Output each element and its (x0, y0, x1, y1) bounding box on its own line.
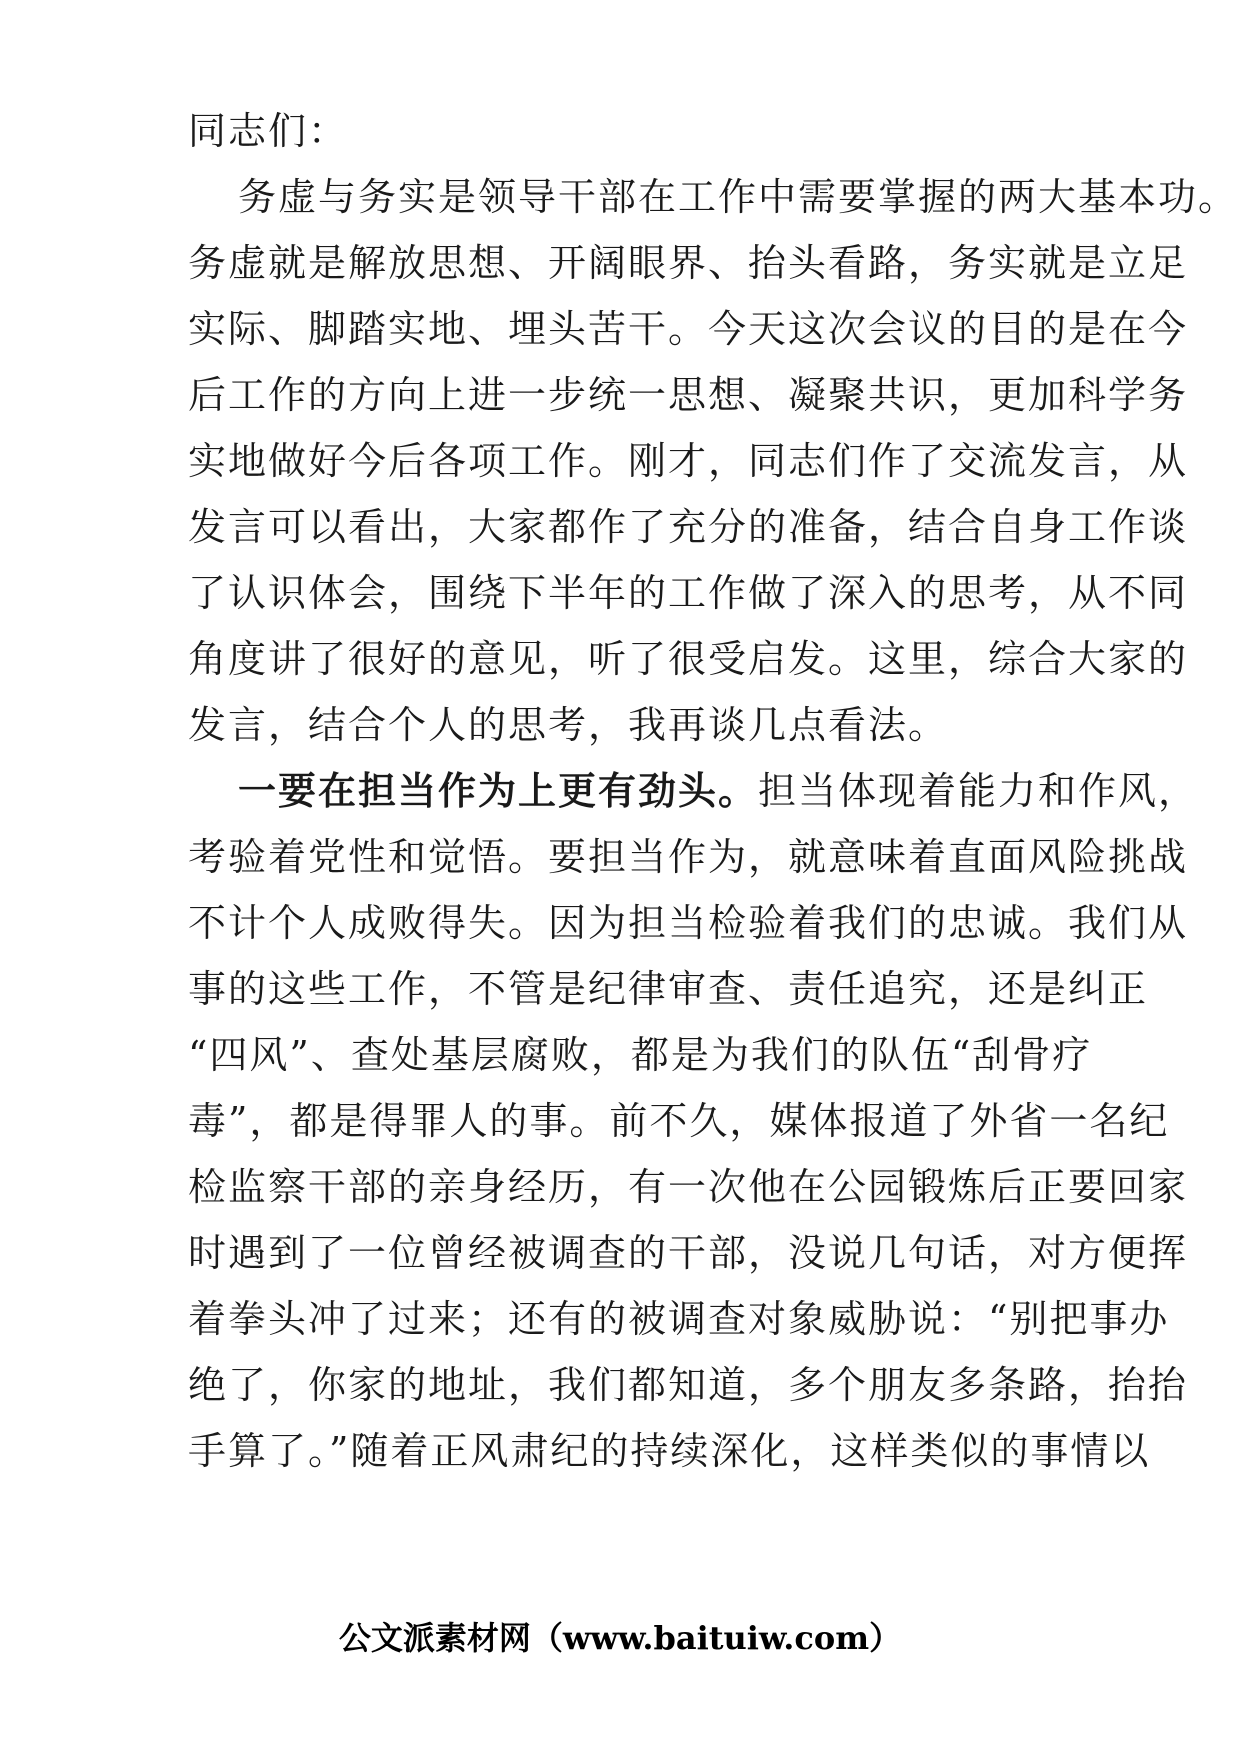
paragraph-line: 时遇到了一位曾经被调查的干部，没说几句话，对方便挥 (188, 1231, 1189, 1275)
paragraph-line: 着拳头冲了过来；还有的被调查对象威胁说：“别把事办 (188, 1297, 1170, 1341)
paragraph-line: 毒”，都是得罪人的事。前不久，媒体报道了外省一名纪 (188, 1099, 1170, 1143)
footer-watermark: 公文派素材网（www.baituiw.com） (338, 1619, 902, 1657)
paragraph-line: 角度讲了很好的意见，听了很受启发。这里，综合大家的 (188, 637, 1189, 681)
section-heading: 一要在担当作为上更有劲头。 (238, 768, 759, 813)
paragraph-line: 了认识体会，围绕下半年的工作做了深入的思考，从不同 (188, 571, 1189, 615)
paragraph-line: 发言可以看出，大家都作了充分的准备，结合自身工作谈 (188, 505, 1189, 549)
paragraph-line: 绝了，你家的地址，我们都知道，多个朋友多条路，抬抬 (188, 1363, 1189, 1407)
paragraph-line: 务虚就是解放思想、开阔眼界、抬头看路，务实就是立足 (188, 241, 1189, 285)
paragraph-line: 事的这些工作，不管是纪律审查、责任追究，还是纠正 (188, 967, 1149, 1011)
paragraph-line: 务虚与务实是领导干部在工作中需要掌握的两大基本功。 (238, 175, 1239, 219)
paragraph-first-line (238, 768, 1199, 813)
paragraph-line-rest: 担当体现着能力和作风， (758, 769, 1199, 813)
paragraph-line: 实际、脚踏实地、埋头苦干。今天这次会议的目的是在今 (188, 307, 1189, 351)
paragraph-line: 后工作的方向上进一步统一思想、凝聚共识，更加科学务 (188, 373, 1189, 417)
paragraph-line: “四风”、查处基层腐败，都是为我们的队伍“刮骨疗 (188, 1033, 1093, 1077)
paragraph-line: 发言，结合个人的思考，我再谈几点看法。 (188, 703, 949, 747)
paragraph-line: 检监察干部的亲身经历，有一次他在公园锻炼后正要回家 (188, 1165, 1189, 1209)
salutation: 同志们： (188, 109, 349, 153)
paragraph-line: 手算了。”随着正风肃纪的持续深化，这样类似的事情以 (188, 1429, 1151, 1473)
paragraph-line: 考验着党性和觉悟。要担当作为，就意味着直面风险挑战 (188, 835, 1189, 879)
paragraph-line: 实地做好今后各项工作。刚才，同志们作了交流发言，从 (188, 439, 1189, 483)
paragraph-line: 不计个人成败得失。因为担当检验着我们的忠诚。我们从 (188, 901, 1189, 945)
